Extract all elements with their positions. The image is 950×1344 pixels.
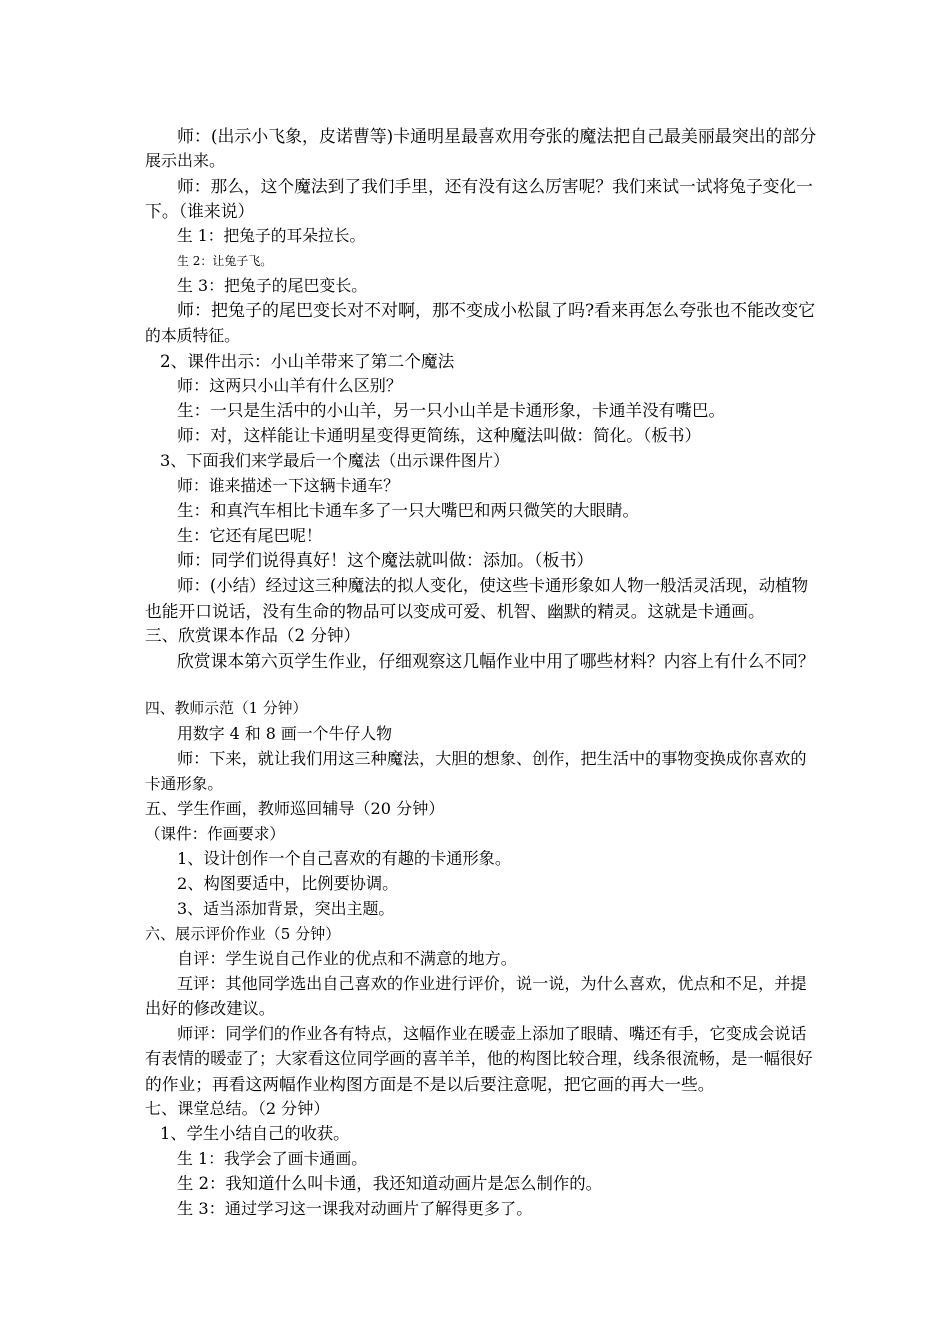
text-line: 出好的修改建议。	[145, 999, 275, 1018]
text-line: 师：把兔子的尾巴变长对不对啊，那不变成小松鼠了吗?看来再怎么夸张也不能改变它	[177, 301, 816, 321]
text-line: 师评：同学们的作业各有特点，这幅作业在暖壶上添加了眼睛、嘴还有手，它变成会说话	[177, 1024, 807, 1043]
text-line: 师：对，这样能让卡通明星变得更简练，这种魔法叫做：简化。（板书）	[177, 426, 702, 445]
text-line: 五、学生作画，教师巡回辅导（20 分钟）	[145, 799, 445, 818]
text-line: 生：和真汽车相比卡通车多了一只大嘴巴和两只微笑的大眼睛。	[177, 501, 639, 520]
text-line: 六、展示评价作业（5 分钟）	[145, 925, 341, 943]
text-line: 师：这两只小山羊有什么区别？	[177, 376, 402, 395]
text-line: 师：同学们说得真好！这个魔法就叫做：添加。（板书）	[177, 551, 594, 571]
text-line: 师：那么，这个魔法到了我们手里，还有没有这么厉害呢？我们来试一试将兔子变化一	[177, 176, 813, 196]
text-line: 师：谁来描述一下这辆卡通车？	[177, 476, 400, 495]
text-line: 师：(小结）经过这三种魔法的拟人变化，使这些卡通形象如人物一般活灵活现，动植物	[177, 576, 809, 595]
text-line: 展示出来。	[145, 151, 226, 170]
text-line: 欣赏课本第六页学生作业，仔细观察这几幅作业中用了哪些材料？内容上有什么不同？	[177, 651, 815, 671]
text-line: 四、教师示范（1 分钟）	[145, 700, 308, 717]
text-line: 互评：其他同学选出自己喜欢的作业进行评价，说一说，为什么喜欢，优点和不足，并提	[177, 974, 807, 993]
text-line: 生 2：我知道什么叫卡通，我还知道动画片是怎么制作的。	[177, 1174, 602, 1193]
text-line: 1、学生小结自己的收获。	[160, 1124, 350, 1143]
text-line: 用数字 4 和 8 画一个牛仔人物	[177, 724, 393, 743]
text-line: 师：(出示小飞象，皮诺曹等)卡通明星最喜欢用夸张的魔法把自己最美丽最突出的部分	[177, 126, 817, 146]
text-line: 生：它还有尾巴呢！	[177, 526, 322, 545]
text-line: 师：下来，就让我们用这三种魔法，大胆的想象、创作，把生活中的事物变换成你喜欢的	[177, 749, 807, 768]
text-line: 生 1：我学会了画卡通画。	[177, 1149, 368, 1168]
text-line: 自评：学生说自己作业的优点和不满意的地方。	[177, 949, 517, 968]
text-line: （课件：作画要求）	[145, 825, 285, 843]
text-line: 生 3：通过学习这一课我对动画片了解得更多了。	[177, 1199, 533, 1218]
text-line: 下。（谁来说）	[145, 201, 255, 221]
text-line: 七、课堂总结。（2 分钟）	[145, 1099, 330, 1118]
text-line: 3、适当添加背景，突出主题。	[177, 899, 395, 918]
text-line: 生 3：把兔子的尾巴变长。	[177, 276, 368, 295]
text-line: 2、课件出示：小山羊带来了第二个魔法	[160, 351, 455, 371]
text-line: 3、下面我们来学最后一个魔法（出示课件图片）	[160, 451, 510, 470]
text-line: 1、设计创作一个自己喜欢的有趣的卡通形象。	[177, 849, 512, 868]
text-line: 生 1：把兔子的耳朵拉长。	[177, 226, 366, 245]
text-line: 有表情的暖壶了；大家看这位同学画的喜羊羊，他的构图比较合理，线条很流畅，是一幅很好	[145, 1049, 813, 1068]
text-line: 2、构图要适中，比例要协调。	[177, 874, 399, 893]
text-line: 生 2：让兔子飞。	[177, 254, 273, 268]
text-line: 的本质特征。	[145, 326, 240, 345]
text-line: 生：一只是生活中的小山羊，另一只小山羊是卡通形象，卡通羊没有嘴巴。	[177, 401, 726, 420]
text-line: 也能开口说话，没有生命的物品可以变成可爱、机智、幽默的精灵。这就是卡通画。	[145, 601, 765, 621]
text-line: 三、欣赏课本作品（2 分钟）	[145, 626, 361, 645]
text-line: 的作业；再看这两幅作业构图方面是不是以后要注意呢，把它画的再大一些。	[145, 1074, 715, 1094]
text-line: 卡通形象。	[145, 775, 223, 793]
